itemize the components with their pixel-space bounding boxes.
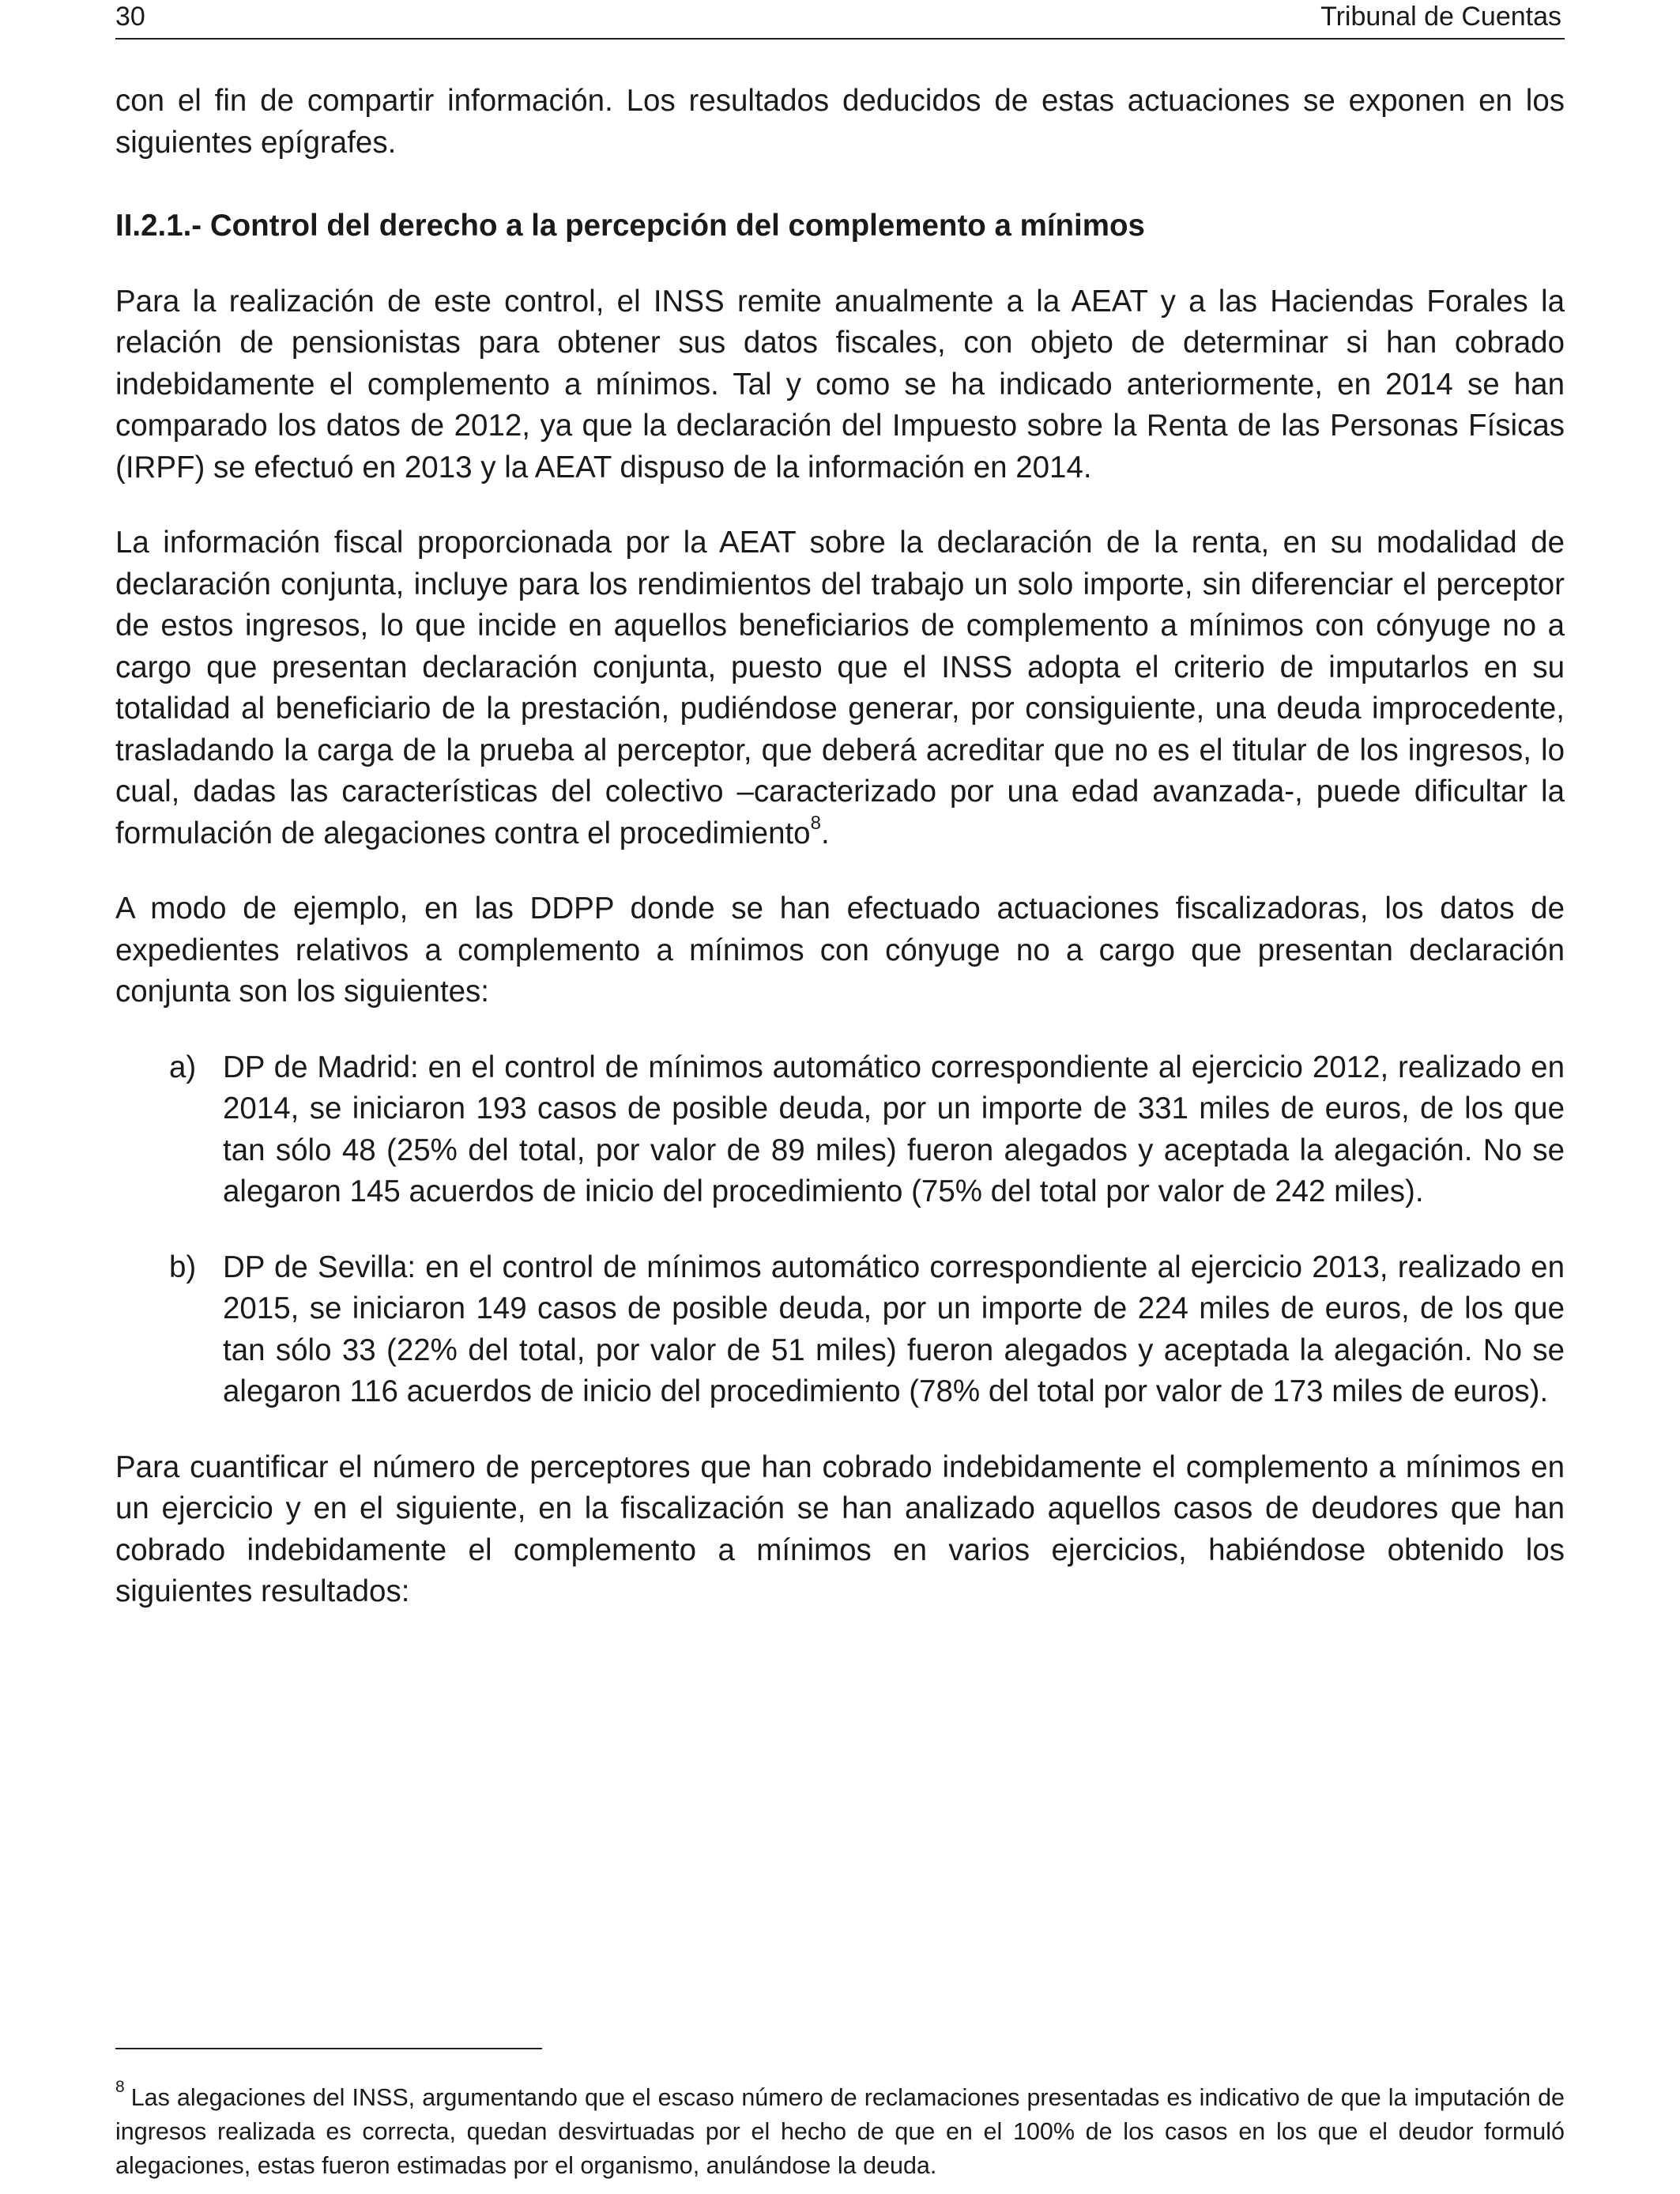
paragraph-quantify: Para cuantificar el número de perceptores que han cobrado indebidamente el complemento a mínimos en un ejercicio y en el siguiente, en la fiscalización se han analizado aquellos casos de deudores que han cobrado indebidamente el complemento a mínimos en varios ejercicios, habiéndose obtenido los siguientes resultados:	[115, 1449, 1565, 1608]
list-item-madrid	[115, 1047, 1565, 1213]
body-text	[115, 81, 1565, 1613]
list-marker: a)	[169, 1050, 197, 1084]
paragraph-example: A modo de ejemplo, en las DDPP donde se han efectuado actuaciones fiscalizadoras, los datos de expedientes relativos a complemento a mínimos con cónyuge no a cargo que presentan declaración conjunta son los siguientes:	[115, 892, 1565, 1008]
paragraph-control: Para la realización de este control, el INSS remite anualmente a la AEAT y a las Haciendas Forales la relación de pensionistas para obtener sus datos fiscales, con objeto de determinar si han cobrado indebidamente el complemento a mínimos. Tal y como se ha indicado anteriormente, en 2014 se han comparado los datos de 2012, ya que la declaración del Impuesto sobre la Renta de las Personas Físicas (IRPF) se efectuó en 2013 y la AEAT dispuso de la información en 2014.	[115, 284, 1565, 484]
paragraph-fiscal-info-end: .	[820, 816, 830, 850]
section-heading: II.2.1.- Control del derecho a la percepción del complemento a mínimos	[115, 209, 1145, 243]
footnote-text: Las alegaciones del INSS, argumentando que el escaso número de reclamaciones presentadas es indicativo de que la imputación de ingresos realizada es correcta, quedan desvirtuadas por el hecho de que en el 100% de los casos en los que el deudor formuló alegaciones, estas fueron estimadas por el organismo, anulándose la deuda.	[115, 2084, 1565, 2179]
intro-paragraph: con el fin de compartir información. Los resultados deducidos de estas actuaciones se exponen en los siguientes epígrafes.	[115, 84, 1565, 160]
page-number: 30	[115, 2, 145, 32]
paragraph-fiscal-info-text: La información fiscal proporcionada por la AEAT sobre la declaración de la renta, en su modalidad de declaración conjunta, incluye para los rendimientos del trabajo un solo importe, sin diferenciar el perceptor de estos ingresos, lo que incide en aquellos beneficiarios de complemento a mínimos con cónyuge no a cargo que presentan declaración conjunta, puesto que el INSS adopta el criterio de imputarlos en su totalidad al beneficiario de la prestación, pudiéndose generar, por consiguiente, una deuda improcedente, trasladando la carga de la prueba al perceptor, que deberá acreditar que no es el titular de los ingresos, lo cual, dadas las características del colectivo –caracterizado por una edad avanzada-, puede dificultar la formulación de alegaciones contra el procedimiento	[115, 526, 1565, 850]
footnote-number: 8	[115, 2077, 125, 2096]
footnote-divider	[115, 2048, 542, 2049]
document-page	[115, 0, 1565, 2194]
list-marker: b)	[169, 1250, 197, 1284]
footnote-reference[interactable]: 8	[810, 812, 821, 834]
page-header	[115, 0, 1565, 40]
footnote	[115, 2077, 1565, 2183]
cases-list	[115, 1047, 1565, 1413]
list-item-text: DP de Madrid: en el control de mínimos automático correspondiente al ejercicio 2012, realizado en 2014, se iniciaron 193 casos de posible deuda, por un importe de 331 miles de euros, de los que tan sólo 48 (25% del total, por valor de 89 miles) fueron alegados y aceptada la alegación. No se alegaron 145 acuerdos de inicio del procedimiento (75% del total por valor de 242 miles).	[223, 1050, 1565, 1208]
paragraph-fiscal-info	[115, 522, 1565, 854]
list-item-text: DP de Sevilla: en el control de mínimos automático correspondiente al ejercicio 2013, realizado en 2015, se iniciaron 149 casos de posible deuda, por un importe de 224 miles de euros, de los que tan sólo 33 (22% del total, por valor de 51 miles) fueron alegados y aceptada la alegación. No se alegaron 116 acuerdos de inicio del procedimiento (78% del total por valor de 173 miles de euros).	[223, 1250, 1565, 1408]
header-organization: Tribunal de Cuentas	[1320, 2, 1561, 32]
list-item-sevilla	[115, 1247, 1565, 1413]
